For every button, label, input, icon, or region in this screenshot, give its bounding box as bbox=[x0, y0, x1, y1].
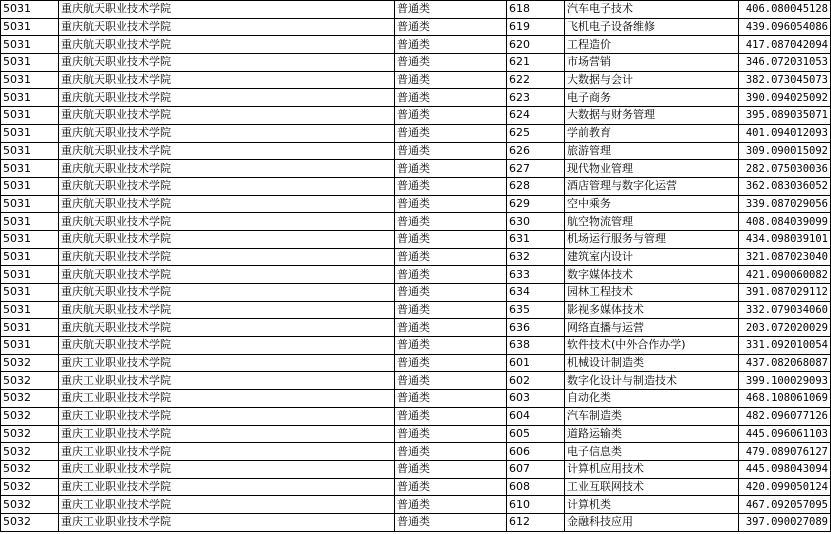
school-name-cell: 重庆航天职业技术学院 bbox=[59, 213, 395, 231]
score-cell: 331.092010054 bbox=[739, 337, 831, 355]
school-code-cell: 5032 bbox=[1, 372, 59, 390]
score-cell: 399.100029093 bbox=[739, 372, 831, 390]
school-name-cell: 重庆航天职业技术学院 bbox=[59, 54, 395, 72]
school-name-cell: 重庆工业职业技术学院 bbox=[59, 372, 395, 390]
category-cell: 普通类 bbox=[395, 248, 507, 266]
category-cell: 普通类 bbox=[395, 89, 507, 107]
school-name-cell: 重庆航天职业技术学院 bbox=[59, 1, 395, 19]
major-name-cell: 旅游管理 bbox=[565, 142, 739, 160]
major-name-cell: 机械设计制造类 bbox=[565, 354, 739, 372]
score-cell: 395.089035071 bbox=[739, 107, 831, 125]
table-row bbox=[1, 301, 831, 319]
school-code-cell: 5031 bbox=[1, 142, 59, 160]
school-name-cell: 重庆航天职业技术学院 bbox=[59, 301, 395, 319]
major-code-cell: 619 bbox=[507, 18, 565, 36]
school-name-cell: 重庆工业职业技术学院 bbox=[59, 390, 395, 408]
score-cell: 346.072031053 bbox=[739, 54, 831, 72]
school-name-cell: 重庆航天职业技术学院 bbox=[59, 284, 395, 302]
major-name-cell: 建筑室内设计 bbox=[565, 248, 739, 266]
score-cell: 332.079034060 bbox=[739, 301, 831, 319]
school-name-cell: 重庆航天职业技术学院 bbox=[59, 177, 395, 195]
table-row bbox=[1, 124, 831, 142]
major-name-cell: 汽车制造类 bbox=[565, 407, 739, 425]
school-name-cell: 重庆工业职业技术学院 bbox=[59, 460, 395, 478]
score-cell: 434.098039101 bbox=[739, 230, 831, 248]
score-cell: 339.087029056 bbox=[739, 195, 831, 213]
table-row bbox=[1, 177, 831, 195]
category-cell: 普通类 bbox=[395, 195, 507, 213]
major-name-cell: 道路运输类 bbox=[565, 425, 739, 443]
school-code-cell: 5032 bbox=[1, 354, 59, 372]
major-code-cell: 632 bbox=[507, 248, 565, 266]
major-name-cell: 计算机类 bbox=[565, 496, 739, 514]
table-row bbox=[1, 248, 831, 266]
score-cell: 282.075030036 bbox=[739, 160, 831, 178]
school-code-cell: 5032 bbox=[1, 478, 59, 496]
score-cell: 397.090027089 bbox=[739, 513, 831, 531]
school-name-cell: 重庆航天职业技术学院 bbox=[59, 248, 395, 266]
score-cell: 382.073045073 bbox=[739, 71, 831, 89]
table-row bbox=[1, 89, 831, 107]
school-code-cell: 5031 bbox=[1, 124, 59, 142]
school-name-cell: 重庆航天职业技术学院 bbox=[59, 337, 395, 355]
score-cell: 390.094025092 bbox=[739, 89, 831, 107]
major-code-cell: 605 bbox=[507, 425, 565, 443]
school-name-cell: 重庆工业职业技术学院 bbox=[59, 443, 395, 461]
major-name-cell: 工业互联网技术 bbox=[565, 478, 739, 496]
table-row bbox=[1, 71, 831, 89]
school-code-cell: 5032 bbox=[1, 425, 59, 443]
school-name-cell: 重庆航天职业技术学院 bbox=[59, 266, 395, 284]
school-name-cell: 重庆工业职业技术学院 bbox=[59, 496, 395, 514]
major-name-cell: 现代物业管理 bbox=[565, 160, 739, 178]
major-name-cell: 汽车电子技术 bbox=[565, 1, 739, 19]
table-row bbox=[1, 142, 831, 160]
category-cell: 普通类 bbox=[395, 124, 507, 142]
major-name-cell: 数字媒体技术 bbox=[565, 266, 739, 284]
school-code-cell: 5031 bbox=[1, 248, 59, 266]
major-name-cell: 工程造价 bbox=[565, 36, 739, 54]
category-cell: 普通类 bbox=[395, 18, 507, 36]
major-code-cell: 601 bbox=[507, 354, 565, 372]
table-row bbox=[1, 266, 831, 284]
major-code-cell: 626 bbox=[507, 142, 565, 160]
major-code-cell: 607 bbox=[507, 460, 565, 478]
table-row bbox=[1, 443, 831, 461]
category-cell: 普通类 bbox=[395, 319, 507, 337]
category-cell: 普通类 bbox=[395, 36, 507, 54]
major-name-cell: 飞机电子设备维修 bbox=[565, 18, 739, 36]
school-code-cell: 5031 bbox=[1, 284, 59, 302]
school-code-cell: 5032 bbox=[1, 407, 59, 425]
major-name-cell: 酒店管理与数字化运营 bbox=[565, 177, 739, 195]
major-code-cell: 604 bbox=[507, 407, 565, 425]
school-name-cell: 重庆航天职业技术学院 bbox=[59, 107, 395, 125]
table-row bbox=[1, 407, 831, 425]
school-code-cell: 5031 bbox=[1, 54, 59, 72]
score-cell: 439.096054086 bbox=[739, 18, 831, 36]
major-code-cell: 629 bbox=[507, 195, 565, 213]
score-cell: 467.092057095 bbox=[739, 496, 831, 514]
major-name-cell: 机场运行服务与管理 bbox=[565, 230, 739, 248]
major-code-cell: 622 bbox=[507, 71, 565, 89]
category-cell: 普通类 bbox=[395, 1, 507, 19]
score-cell: 420.099050124 bbox=[739, 478, 831, 496]
score-cell: 479.089076127 bbox=[739, 443, 831, 461]
major-code-cell: 636 bbox=[507, 319, 565, 337]
school-code-cell: 5032 bbox=[1, 460, 59, 478]
category-cell: 普通类 bbox=[395, 337, 507, 355]
major-name-cell: 电子信息类 bbox=[565, 443, 739, 461]
category-cell: 普通类 bbox=[395, 160, 507, 178]
school-code-cell: 5031 bbox=[1, 213, 59, 231]
table-row bbox=[1, 319, 831, 337]
category-cell: 普通类 bbox=[395, 213, 507, 231]
score-cell: 445.098043094 bbox=[739, 460, 831, 478]
major-code-cell: 610 bbox=[507, 496, 565, 514]
school-code-cell: 5032 bbox=[1, 496, 59, 514]
major-code-cell: 608 bbox=[507, 478, 565, 496]
score-cell: 468.108061069 bbox=[739, 390, 831, 408]
category-cell: 普通类 bbox=[395, 372, 507, 390]
table-row bbox=[1, 18, 831, 36]
major-name-cell: 航空物流管理 bbox=[565, 213, 739, 231]
major-code-cell: 627 bbox=[507, 160, 565, 178]
major-name-cell: 大数据与财务管理 bbox=[565, 107, 739, 125]
school-name-cell: 重庆工业职业技术学院 bbox=[59, 478, 395, 496]
school-name-cell: 重庆航天职业技术学院 bbox=[59, 160, 395, 178]
score-cell: 203.072020029 bbox=[739, 319, 831, 337]
category-cell: 普通类 bbox=[395, 496, 507, 514]
table-row bbox=[1, 160, 831, 178]
major-name-cell: 学前教育 bbox=[565, 124, 739, 142]
major-code-cell: 620 bbox=[507, 36, 565, 54]
table-row bbox=[1, 513, 831, 531]
school-code-cell: 5031 bbox=[1, 195, 59, 213]
school-code-cell: 5032 bbox=[1, 513, 59, 531]
score-cell: 421.090060082 bbox=[739, 266, 831, 284]
school-code-cell: 5031 bbox=[1, 36, 59, 54]
major-code-cell: 606 bbox=[507, 443, 565, 461]
major-name-cell: 网络直播与运营 bbox=[565, 319, 739, 337]
school-code-cell: 5031 bbox=[1, 337, 59, 355]
major-name-cell: 电子商务 bbox=[565, 89, 739, 107]
score-cell: 417.087042094 bbox=[739, 36, 831, 54]
major-code-cell: 635 bbox=[507, 301, 565, 319]
category-cell: 普通类 bbox=[395, 354, 507, 372]
table-row bbox=[1, 337, 831, 355]
category-cell: 普通类 bbox=[395, 107, 507, 125]
score-cell: 437.082068087 bbox=[739, 354, 831, 372]
major-name-cell: 软件技术(中外合作办学) bbox=[565, 337, 739, 355]
major-code-cell: 618 bbox=[507, 1, 565, 19]
school-code-cell: 5031 bbox=[1, 89, 59, 107]
category-cell: 普通类 bbox=[395, 284, 507, 302]
major-code-cell: 633 bbox=[507, 266, 565, 284]
category-cell: 普通类 bbox=[395, 443, 507, 461]
table-row bbox=[1, 230, 831, 248]
table-row bbox=[1, 54, 831, 72]
major-code-cell: 625 bbox=[507, 124, 565, 142]
major-name-cell: 市场营销 bbox=[565, 54, 739, 72]
major-code-cell: 624 bbox=[507, 107, 565, 125]
major-code-cell: 623 bbox=[507, 89, 565, 107]
score-cell: 482.096077126 bbox=[739, 407, 831, 425]
table-row bbox=[1, 354, 831, 372]
school-name-cell: 重庆工业职业技术学院 bbox=[59, 513, 395, 531]
school-code-cell: 5031 bbox=[1, 319, 59, 337]
school-code-cell: 5031 bbox=[1, 266, 59, 284]
school-name-cell: 重庆航天职业技术学院 bbox=[59, 142, 395, 160]
major-code-cell: 621 bbox=[507, 54, 565, 72]
category-cell: 普通类 bbox=[395, 54, 507, 72]
major-code-cell: 631 bbox=[507, 230, 565, 248]
school-name-cell: 重庆航天职业技术学院 bbox=[59, 18, 395, 36]
score-cell: 309.090015092 bbox=[739, 142, 831, 160]
category-cell: 普通类 bbox=[395, 177, 507, 195]
table-body bbox=[1, 1, 831, 532]
school-code-cell: 5031 bbox=[1, 1, 59, 19]
school-code-cell: 5032 bbox=[1, 390, 59, 408]
category-cell: 普通类 bbox=[395, 71, 507, 89]
school-code-cell: 5031 bbox=[1, 160, 59, 178]
school-code-cell: 5032 bbox=[1, 443, 59, 461]
school-name-cell: 重庆工业职业技术学院 bbox=[59, 407, 395, 425]
major-name-cell: 计算机应用技术 bbox=[565, 460, 739, 478]
school-code-cell: 5031 bbox=[1, 230, 59, 248]
table-row bbox=[1, 284, 831, 302]
major-code-cell: 634 bbox=[507, 284, 565, 302]
major-name-cell: 自动化类 bbox=[565, 390, 739, 408]
school-name-cell: 重庆工业职业技术学院 bbox=[59, 354, 395, 372]
category-cell: 普通类 bbox=[395, 407, 507, 425]
score-cell: 362.083036052 bbox=[739, 177, 831, 195]
score-cell: 408.084039099 bbox=[739, 213, 831, 231]
category-cell: 普通类 bbox=[395, 301, 507, 319]
school-name-cell: 重庆航天职业技术学院 bbox=[59, 89, 395, 107]
school-code-cell: 5031 bbox=[1, 177, 59, 195]
table-row bbox=[1, 390, 831, 408]
major-code-cell: 603 bbox=[507, 390, 565, 408]
table-row bbox=[1, 213, 831, 231]
major-name-cell: 大数据与会计 bbox=[565, 71, 739, 89]
table-row bbox=[1, 107, 831, 125]
school-code-cell: 5031 bbox=[1, 107, 59, 125]
table-row bbox=[1, 478, 831, 496]
major-name-cell: 金融科技应用 bbox=[565, 513, 739, 531]
school-name-cell: 重庆航天职业技术学院 bbox=[59, 319, 395, 337]
major-name-cell: 空中乘务 bbox=[565, 195, 739, 213]
school-name-cell: 重庆工业职业技术学院 bbox=[59, 425, 395, 443]
category-cell: 普通类 bbox=[395, 266, 507, 284]
category-cell: 普通类 bbox=[395, 425, 507, 443]
table-row bbox=[1, 460, 831, 478]
major-code-cell: 628 bbox=[507, 177, 565, 195]
category-cell: 普通类 bbox=[395, 142, 507, 160]
school-name-cell: 重庆航天职业技术学院 bbox=[59, 230, 395, 248]
table-row bbox=[1, 425, 831, 443]
category-cell: 普通类 bbox=[395, 390, 507, 408]
school-name-cell: 重庆航天职业技术学院 bbox=[59, 36, 395, 54]
table-row bbox=[1, 1, 831, 19]
school-code-cell: 5031 bbox=[1, 18, 59, 36]
category-cell: 普通类 bbox=[395, 478, 507, 496]
score-cell: 391.087029112 bbox=[739, 284, 831, 302]
major-code-cell: 612 bbox=[507, 513, 565, 531]
score-cell: 445.096061103 bbox=[739, 425, 831, 443]
school-name-cell: 重庆航天职业技术学院 bbox=[59, 195, 395, 213]
school-code-cell: 5031 bbox=[1, 71, 59, 89]
school-name-cell: 重庆航天职业技术学院 bbox=[59, 124, 395, 142]
score-cell: 406.080045128 bbox=[739, 1, 831, 19]
category-cell: 普通类 bbox=[395, 230, 507, 248]
category-cell: 普通类 bbox=[395, 460, 507, 478]
major-name-cell: 影视多媒体技术 bbox=[565, 301, 739, 319]
score-cell: 321.087023040 bbox=[739, 248, 831, 266]
major-name-cell: 园林工程技术 bbox=[565, 284, 739, 302]
table-row bbox=[1, 36, 831, 54]
major-code-cell: 602 bbox=[507, 372, 565, 390]
major-name-cell: 数字化设计与制造技术 bbox=[565, 372, 739, 390]
score-cell: 401.094012093 bbox=[739, 124, 831, 142]
major-code-cell: 630 bbox=[507, 213, 565, 231]
school-code-cell: 5031 bbox=[1, 301, 59, 319]
table-row bbox=[1, 496, 831, 514]
category-cell: 普通类 bbox=[395, 513, 507, 531]
school-name-cell: 重庆航天职业技术学院 bbox=[59, 71, 395, 89]
major-code-cell: 638 bbox=[507, 337, 565, 355]
table-row bbox=[1, 372, 831, 390]
table-row bbox=[1, 195, 831, 213]
